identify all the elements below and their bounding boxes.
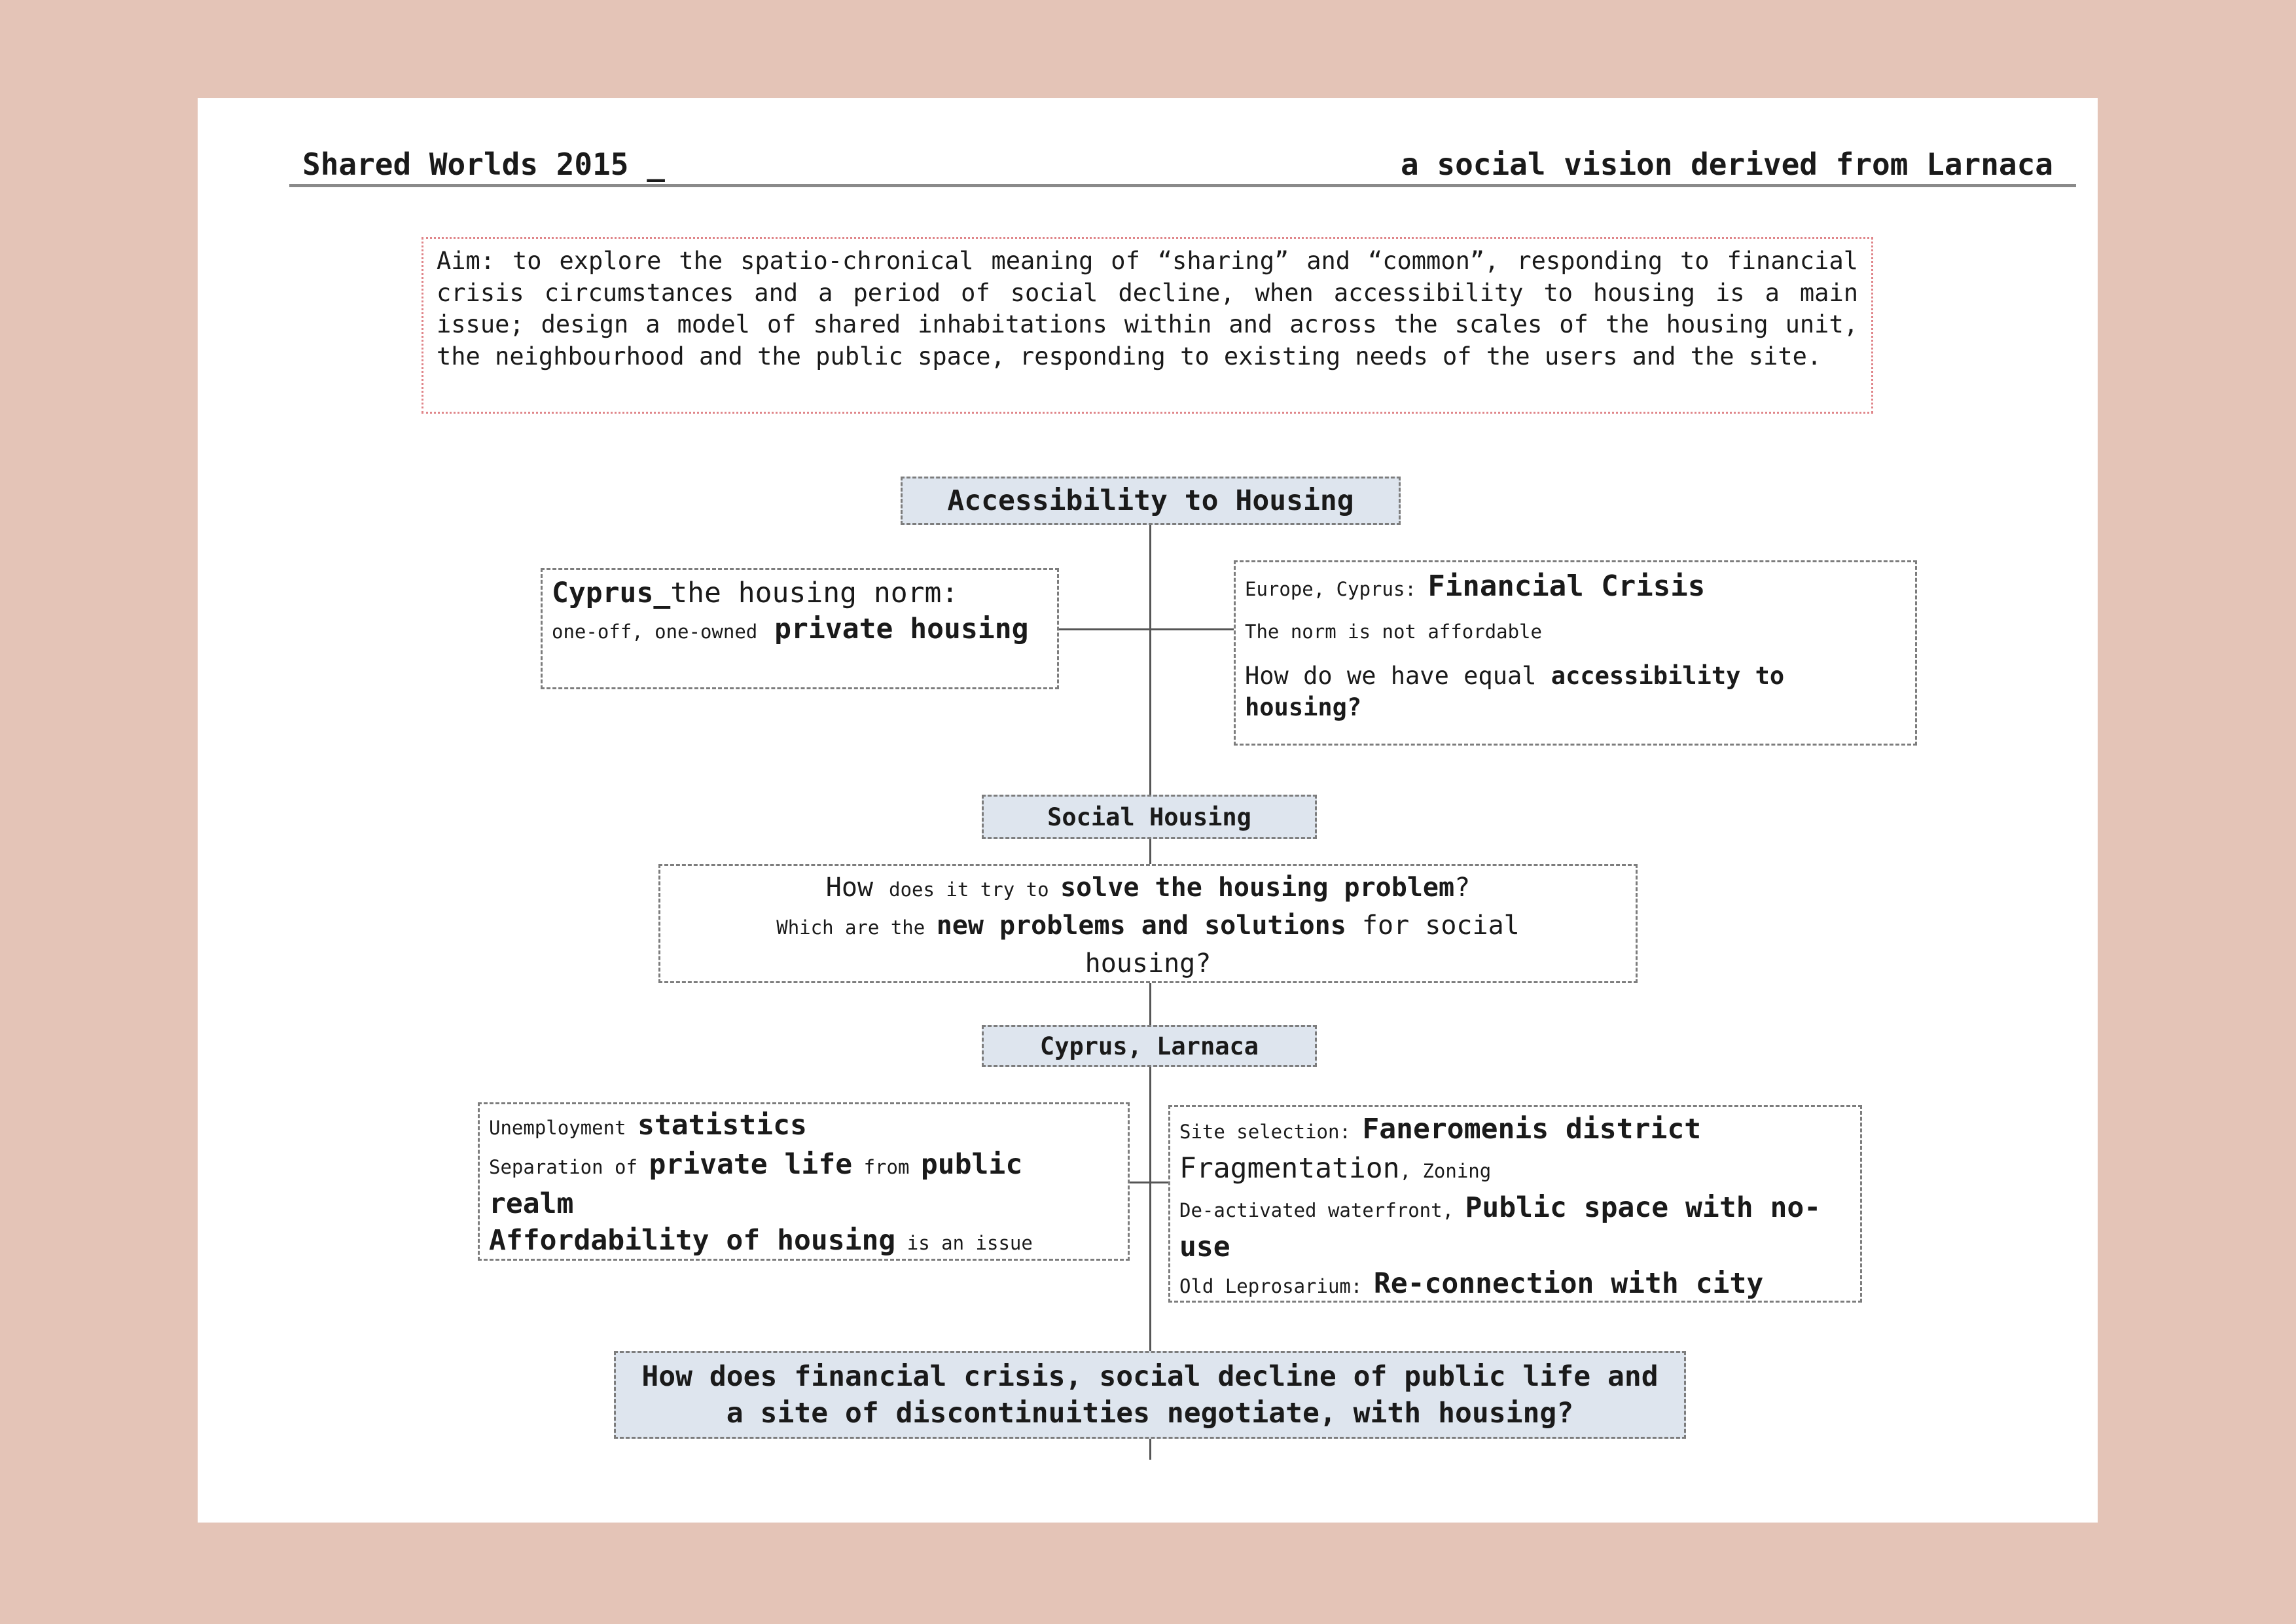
node-final-question [614,1351,1686,1439]
question-solve: solve the housing problem [1060,873,1455,903]
node-accessibility-label: Accessibility to Housing [947,484,1354,517]
site-faneromenis: Faneromenis district [1362,1113,1702,1146]
crisis-not-affordable: The norm is not affordable [1245,621,1542,643]
aim-statement: Aim: to explore the spatio-chronical meaning of “sharing” and “common”, responding to financial crisis circumstances and a period of social decline, when accessibility to housing is a main issue; design a model of shared inhabitations within and across the scales of the housing unit, the neighbourhood and the public space, responding to existing needs of the users and the site. [422,237,1873,414]
node-unemployment-statistics [478,1102,1130,1261]
node-accessibility-to-housing [901,477,1401,525]
site-waterfront: De-activated waterfront, [1179,1199,1465,1221]
norm-private-housing: private housing [774,613,1029,645]
header-subtitle: a social vision derived from Larnaca [1401,147,2053,182]
site-selection: Site selection: [1179,1121,1363,1143]
question-does-it-try: does it try to [889,878,1061,901]
crisis-question-emphasis: accessibility to housing? [1245,662,1785,721]
crisis-question-prefix: How do we have equal [1245,662,1551,690]
site-zoning: , Zoning [1399,1160,1492,1182]
site-leprosarium: Old Leprosarium: [1179,1275,1374,1297]
norm-cyprus: Cyprus_ [552,577,671,609]
stats-unemployment: Unemployment [489,1117,637,1139]
connector-branch-stats-site [1127,1182,1173,1183]
node-financial-crisis [1234,560,1917,746]
question-mark: ? [1454,873,1471,903]
header-title: Shared Worlds 2015 _ [302,147,665,182]
node-cyprus-larnaca [982,1025,1317,1067]
node-site-selection [1168,1105,1862,1303]
stats-public-realm: public realm [489,1148,1023,1220]
question-which-are: Which are the [776,916,937,939]
stats-separation: Separation of [489,1156,649,1178]
node-cyprus-housing-norm [541,568,1059,689]
node-social-housing [982,795,1317,839]
node-final-question-text: How does financial crisis, social decline of public life and a site of discontinuities negotiate, with housing? [641,1360,1659,1430]
node-cyprus-larnaca-label: Cyprus, Larnaca [1039,1032,1259,1060]
site-reconnection: Re-connection with city [1373,1267,1764,1300]
site-public-space: Public space with no-use [1179,1191,1821,1263]
page [198,98,2098,1523]
node-social-housing-label: Social Housing [1047,803,1251,831]
crisis-location: Europe, Cyprus: [1245,578,1428,600]
question-for-social: for social housing? [1085,911,1520,979]
stats-statistics: statistics [637,1109,807,1142]
norm-housing-norm: the housing norm: [670,577,959,609]
crisis-title: Financial Crisis [1427,569,1706,603]
question-how: How [825,873,889,903]
node-social-housing-questions [658,864,1638,983]
header-divider [289,184,2076,187]
stats-private-life: private life [649,1148,853,1181]
question-new-problems: new problems and solutions [936,911,1346,941]
stats-affordability: Affordability of housing [489,1224,896,1257]
site-fragmentation: Fragmentation [1179,1152,1400,1185]
stats-from: from [852,1156,921,1178]
norm-one-off: one-off, one-owned [552,621,758,643]
stats-is-an-issue: is an issue [895,1232,1033,1254]
